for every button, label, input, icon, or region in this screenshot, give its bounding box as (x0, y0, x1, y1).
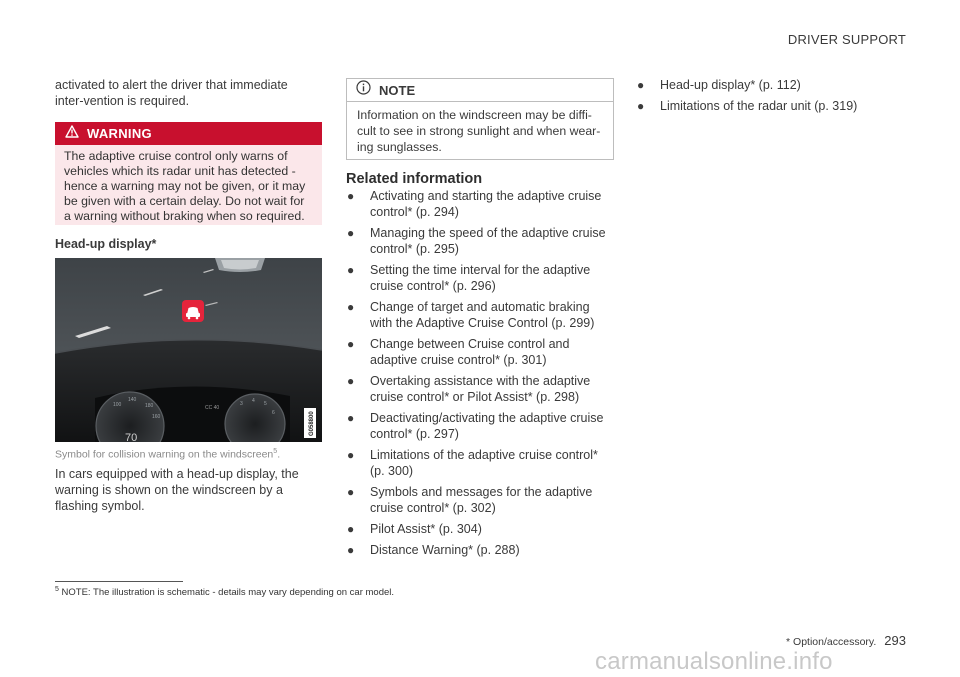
related-link[interactable]: ● Managing the speed of the adaptive cruise control* (p. 295) (347, 226, 606, 256)
warning-text: The adaptive cruise control only warns of vehicles which its radar unit has detected - hence a warning may not be given, or it may be given with a certain delay. Do not wait for a warning without braking when so required. (64, 149, 306, 223)
related-link[interactable]: ● Setting the time interval for the adaptive cruise control* (p. 296) (347, 263, 591, 293)
figure-caption: Symbol for collision warning on the windscreen$^5$. (55, 448, 281, 461)
page-footer (786, 633, 906, 648)
related-links-list (346, 188, 614, 558)
related-information-heading: Related information (346, 171, 483, 187)
svg-text:160: 160 (152, 414, 161, 420)
warning-box (55, 122, 322, 225)
accessory-legend: * Option/accessory. (786, 636, 877, 648)
svg-text:140: 140 (128, 397, 137, 403)
footnote (55, 586, 394, 598)
svg-text:6: 6 (272, 410, 275, 416)
related-link[interactable]: ● Head-up display* (p. 112) (637, 78, 801, 92)
related-link[interactable]: ● Activating and starting the adaptive cruise control* (p. 294) (347, 189, 602, 219)
warning-title: WARNING (87, 126, 152, 141)
head-up-display-illustration (55, 258, 322, 442)
head-up-display-heading: Head-up display* (55, 237, 157, 251)
svg-text:CC 40: CC 40 (205, 405, 220, 411)
svg-text:5: 5 (264, 401, 267, 407)
related-link[interactable]: ● Distance Warning* (p. 288) (347, 543, 520, 557)
note-header (347, 79, 613, 102)
footnote-text: NOTE: The illustration is schematic - details may vary depending on car model. (61, 587, 395, 599)
note-text: Information on the windscreen may be diffi-cult to see in strong sunlight and when wear-ing sunglasses. (357, 108, 601, 154)
related-link[interactable]: ● Pilot Assist* (p. 304) (347, 522, 482, 536)
intro-text: activated to alert the driver that immediate inter-vention is required. (55, 78, 288, 108)
svg-text:3: 3 (240, 401, 243, 407)
related-link[interactable]: ● Change of target and automatic braking with the Adaptive Cruise Control (p. 299) (347, 300, 595, 330)
section-header: DRIVER SUPPORT (787, 32, 906, 47)
related-link[interactable]: ● Limitations of the adaptive cruise control* (p. 300) (347, 448, 598, 478)
warning-triangle-icon (65, 125, 79, 143)
note-title: NOTE (379, 82, 416, 98)
svg-text:100: 100 (113, 402, 122, 408)
note-box (346, 78, 614, 160)
page-number: 293 (884, 633, 906, 648)
related-link[interactable]: ● Symbols and messages for the adaptive cruise control* (p. 302) (347, 485, 593, 515)
related-link[interactable]: ● Overtaking assistance with the adaptive cruise control* or Pilot Assist* (p. 298) (347, 374, 591, 404)
caption-footnote-ref[interactable]: 5 (273, 448, 278, 455)
footnote-divider (55, 581, 183, 582)
gauge-speed-readout: 70 (125, 432, 138, 442)
related-link[interactable]: ● Limitations of the radar unit (p. 319) (637, 99, 858, 113)
head-up-display-text: In cars equipped with a head-up display, the warning is shown on the windscreen by a flashing symbol. (55, 467, 299, 513)
warning-header (55, 122, 322, 145)
svg-text:180: 180 (145, 403, 154, 409)
related-link[interactable]: ● Change between Cruise control and adaptive cruise control* (p. 301) (347, 337, 570, 367)
collision-warning-symbol-icon (182, 300, 204, 322)
related-links-list-continued (636, 77, 906, 114)
svg-text:4: 4 (252, 398, 255, 404)
related-link[interactable]: ● Deactivating/activating the adaptive cruise control* (p. 297) (347, 411, 604, 441)
info-icon (356, 80, 371, 100)
figure-code: G058800 (309, 411, 315, 436)
footnote-number: 5 (55, 586, 59, 593)
watermark: carmanualsonline.info (595, 648, 833, 675)
